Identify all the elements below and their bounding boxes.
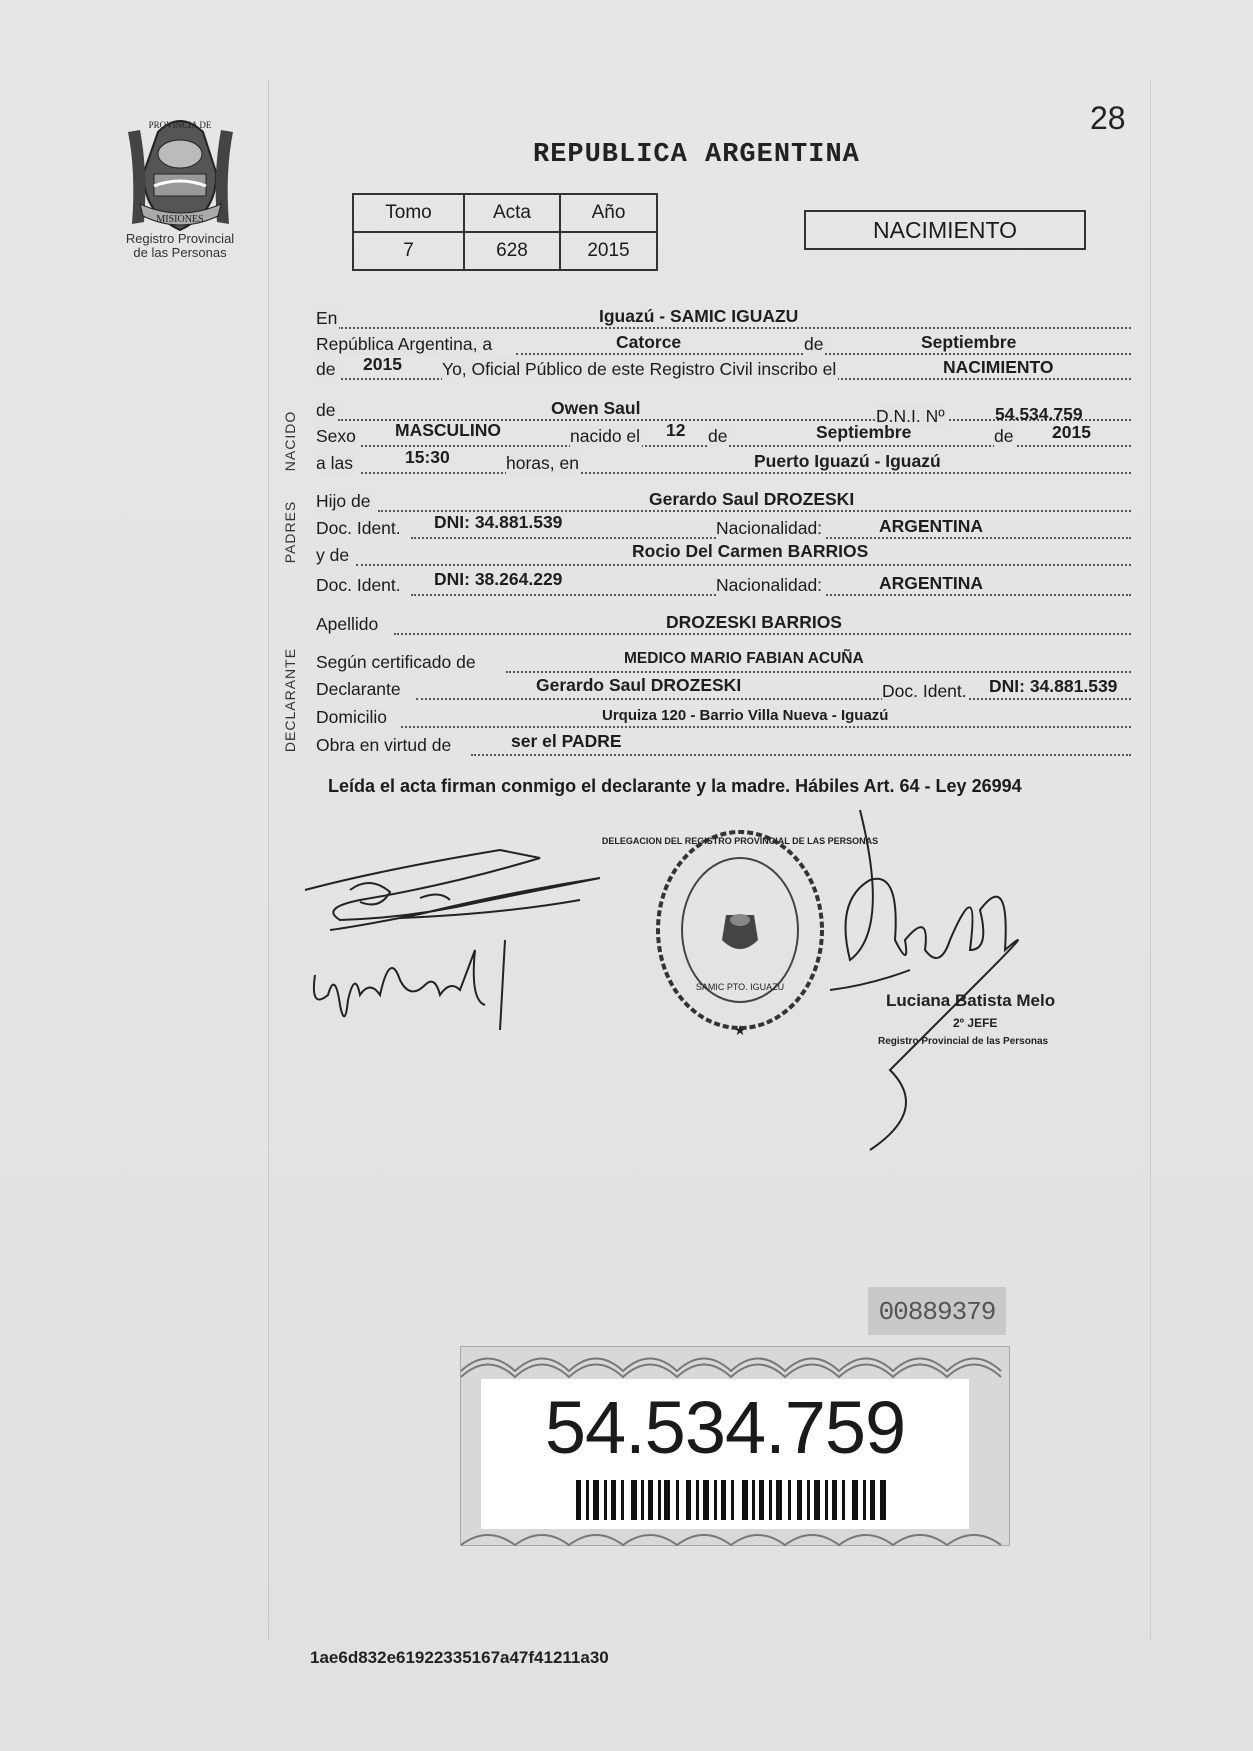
- ref-value-acta: 628: [464, 232, 560, 270]
- value-mother-doc: DNI: 38.264.229: [434, 569, 563, 589]
- value-mother-nationality: ARGENTINA: [879, 573, 984, 593]
- value-sex: MASCULINO: [395, 420, 501, 440]
- value-certificate: MEDICO MARIO FABIAN ACUÑA: [624, 650, 864, 667]
- official-name: Luciana Batista Melo: [886, 991, 1056, 1010]
- barcode-icon: [576, 1480, 886, 1520]
- value-father: Gerardo Saul DROZESKI: [649, 489, 855, 509]
- row-father-doc: [316, 512, 1131, 542]
- label-birth-de1: de: [708, 426, 728, 446]
- value-birth-place: Puerto Iguazú - Iguazú: [754, 451, 941, 471]
- value-month: Septiembre: [921, 332, 1017, 352]
- svg-text:PROVINCIA DE: PROVINCIA DE: [148, 120, 212, 130]
- record-type-box: NACIMIENTO: [804, 210, 1086, 250]
- value-declarant: Gerardo Saul DROZESKI: [536, 675, 742, 695]
- label-nacionalidad-1: Nacionalidad:: [716, 518, 823, 538]
- row-year: [316, 354, 1131, 383]
- value-surname: DROZESKI BARRIOS: [666, 612, 842, 632]
- ref-value-tomo: 7: [353, 232, 464, 270]
- value-father-nationality: ARGENTINA: [879, 516, 984, 536]
- label-segun-certificado: Según certificado de: [316, 652, 476, 672]
- row-place: [316, 306, 1131, 332]
- label-dni: D.N.I. Nº: [876, 406, 945, 426]
- svg-text:★: ★: [733, 1022, 747, 1038]
- label-name-de: de: [316, 400, 336, 420]
- row-address: [316, 705, 1131, 731]
- label-decl-doc: Doc. Ident.: [882, 681, 967, 701]
- serial-box: [868, 1287, 1006, 1335]
- label-birth-de2: de: [994, 426, 1014, 446]
- label-nacido-el: nacido el: [570, 426, 641, 446]
- frame-line-left: [268, 80, 269, 1640]
- country-title: REPUBLICA ARGENTINA: [533, 140, 860, 170]
- signatures-left: [300, 830, 620, 1050]
- label-doc-ident-2: Doc. Ident.: [316, 575, 401, 595]
- registry-caption: [110, 232, 250, 260]
- value-obra: ser el PADRE: [511, 731, 622, 751]
- value-birth-day: 12: [666, 420, 686, 440]
- label-oficial: Yo, Oficial Público de este Registro Civil inscribo el: [442, 359, 837, 379]
- serial-number: 00889379: [878, 1297, 996, 1327]
- label-hijo-de: Hijo de: [316, 491, 371, 511]
- row-time-place: [316, 447, 1131, 477]
- frame-line-right: [1150, 80, 1151, 1640]
- sticker-dni-number: 54.534.759: [544, 1386, 906, 1469]
- row-mother: [316, 543, 1131, 569]
- svg-text:DELEGACION DEL REGISTRO PROVIN: DELEGACION DEL REGISTRO PROVINCIAL DE LAS PERSONAS: [601, 836, 879, 846]
- value-dni: 54.534.759: [995, 404, 1083, 424]
- label-apellido: Apellido: [316, 614, 379, 634]
- value-year: 2015: [363, 354, 402, 374]
- label-doc-ident-1: Doc. Ident.: [316, 518, 401, 538]
- row-declarant: [316, 677, 1131, 703]
- label-sexo: Sexo: [316, 426, 356, 446]
- ref-header-acta: Acta: [464, 194, 560, 232]
- id-sticker: [460, 1346, 1010, 1546]
- registry-caption-line1: Registro Provincial: [125, 231, 235, 246]
- value-place: Iguazú - SAMIC IGUAZU: [599, 306, 799, 326]
- label-declarante: Declarante: [316, 679, 401, 699]
- value-child-name: Owen Saul: [551, 398, 641, 418]
- row-obra: [316, 733, 1131, 759]
- label-y-de: y de: [316, 545, 350, 565]
- official-office: Registro Provincial de las Personas: [878, 1036, 1049, 1047]
- label-domicilio: Domicilio: [316, 707, 387, 727]
- row-certificate: [316, 650, 1131, 676]
- label-de-year: de: [316, 359, 336, 379]
- label-en: En: [316, 308, 338, 328]
- row-date: [316, 332, 1131, 358]
- sticker-inner: [481, 1379, 969, 1529]
- row-mother-doc: [316, 569, 1131, 599]
- label-a-las: a las: [316, 453, 353, 473]
- svg-text:SAMIC PTO. IGUAZU: SAMIC PTO. IGUAZU: [695, 982, 785, 992]
- label-nacionalidad-2: Nacionalidad:: [716, 575, 823, 595]
- ref-header-tomo: Tomo: [353, 194, 464, 232]
- value-father-doc: DNI: 34.881.539: [434, 512, 563, 532]
- value-record-word: NACIMIENTO: [943, 357, 1054, 377]
- reference-table: [352, 193, 658, 271]
- ref-value-ano: 2015: [560, 232, 657, 270]
- ref-header-ano: Año: [560, 194, 657, 232]
- value-mother: Rocio Del Carmen BARRIOS: [632, 541, 869, 561]
- closing-statement: Leída el acta firman conmigo el declarante y la madre. Hábiles Art. 64 - Ley 26994: [328, 776, 1022, 796]
- value-declarant-doc: DNI: 34.881.539: [989, 676, 1118, 696]
- label-republica: República Argentina, a: [316, 334, 493, 354]
- registry-seal-icon: [601, 820, 879, 1050]
- label-de-month: de: [804, 334, 824, 354]
- side-label-declarante: DECLARANTE: [282, 647, 298, 753]
- value-birth-year: 2015: [1052, 422, 1091, 442]
- official-title: 2º JEFE: [953, 1016, 998, 1030]
- value-birth-month: Septiembre: [816, 422, 912, 442]
- side-label-nacido: NACIDO: [282, 410, 298, 472]
- document-hash: 1ae6d832e61922335167a47f41211a30: [310, 1648, 609, 1667]
- value-address: Urquiza 120 - Barrio Villa Nueva - Iguazú: [602, 707, 889, 724]
- side-label-padres: PADRES: [282, 500, 298, 564]
- svg-text:MISIONES: MISIONES: [156, 214, 204, 225]
- label-horas-en: horas, en: [506, 453, 579, 473]
- page-number: 28: [1090, 100, 1126, 136]
- value-time: 15:30: [405, 447, 450, 467]
- registry-caption-line2: de las Personas: [133, 245, 227, 260]
- label-obra: Obra en virtud de: [316, 735, 452, 755]
- row-surname: [316, 612, 1131, 638]
- value-day-word: Catorce: [616, 332, 682, 352]
